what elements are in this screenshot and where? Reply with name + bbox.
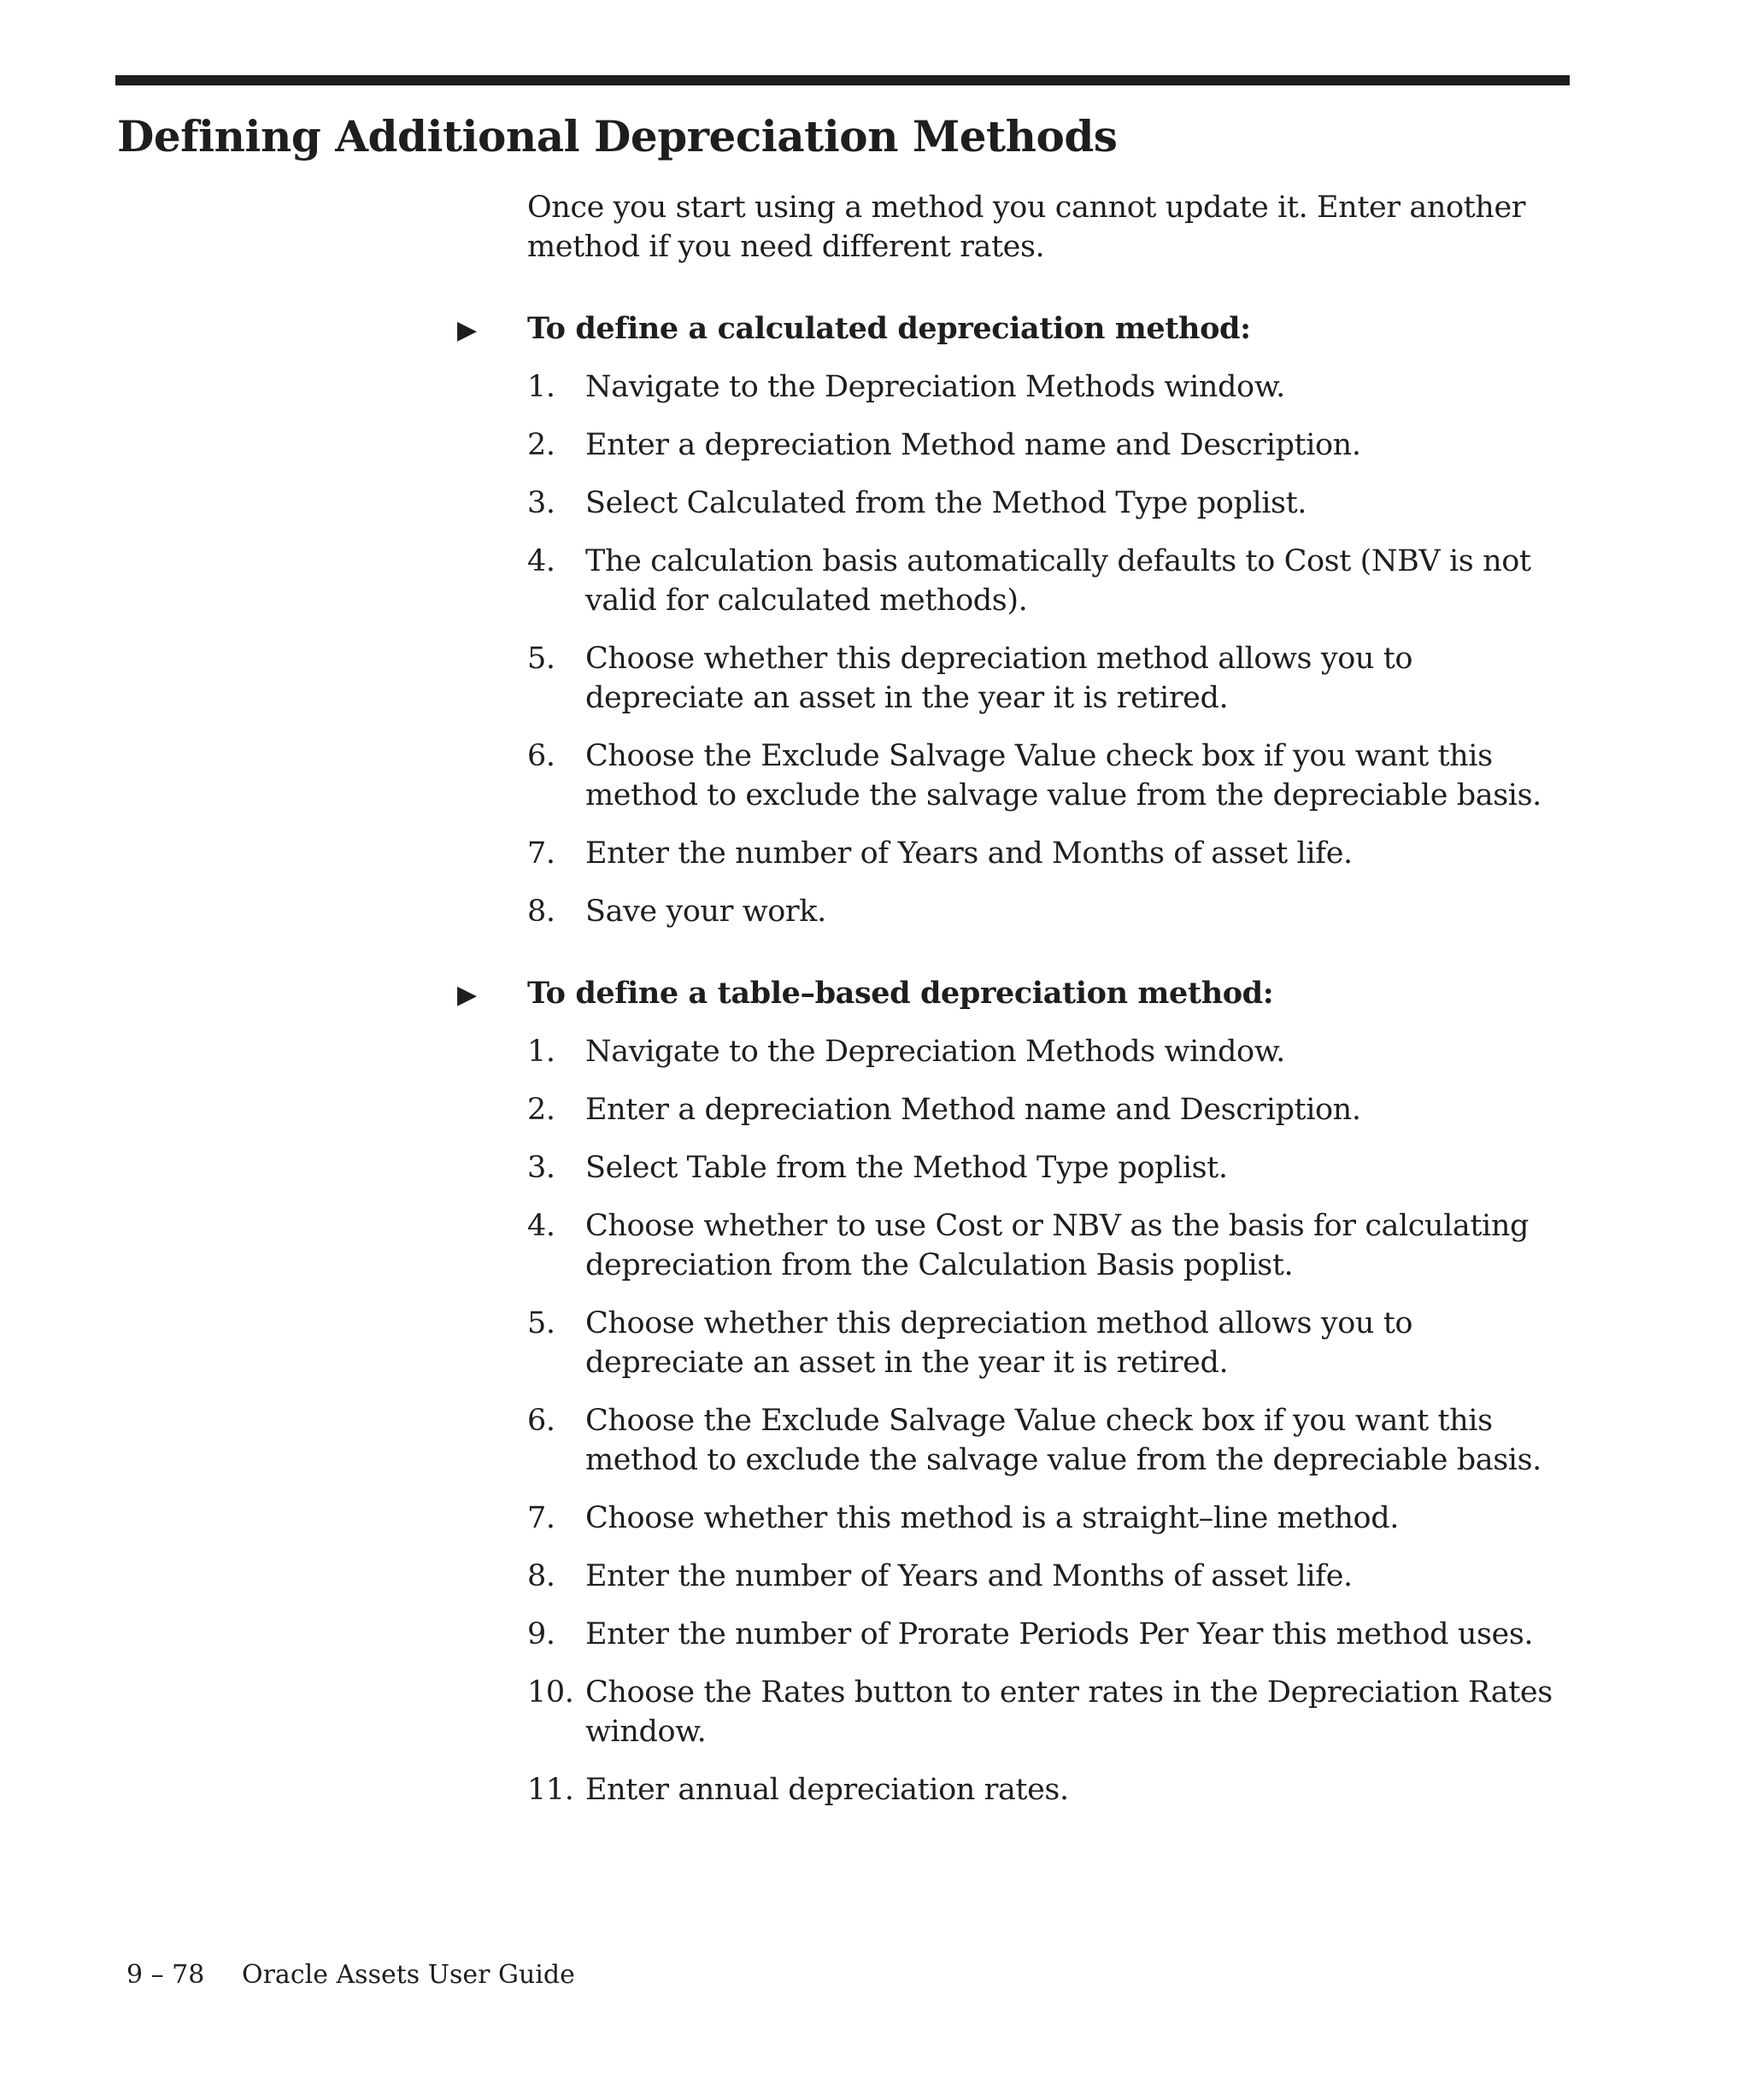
- page-footer: [126, 1958, 575, 1992]
- content: [457, 188, 1565, 1852]
- step-text: The calculation basis automatically defaults to Cost (NBV is not valid for calculated methods).: [585, 544, 1531, 618]
- step-text: Choose the Exclude Salvage Value check box if you want this method to exclude the salvage value from the depreciable basis.: [585, 739, 1542, 812]
- step-text: Choose whether to use Cost or NBV as the basis for calculating depreciation from the Calculation Basis poplist.: [585, 1209, 1530, 1282]
- step-text: Enter the number of Years and Months of asset life.: [585, 1559, 1353, 1593]
- step-item: [527, 736, 1565, 815]
- intro-paragraph: Once you start using a method you cannot update it. Enter another method if you need different rates.: [527, 191, 1526, 264]
- procedure-heading: [457, 974, 1565, 1013]
- step-text: Enter annual depreciation rates.: [585, 1773, 1069, 1807]
- step-text: Choose whether this depreciation method allows you to depreciate an asset in the year it is retired.: [585, 642, 1413, 715]
- step-text: Enter the number of Years and Months of asset life.: [585, 836, 1353, 871]
- step-number: 1.: [527, 370, 555, 404]
- step-item: [527, 892, 1565, 931]
- procedure-heading-text: To define a table–based depreciation method:: [527, 976, 1274, 1011]
- book-title: Oracle Assets User Guide: [242, 1960, 575, 1990]
- step-number: 5.: [527, 1306, 555, 1340]
- step-text: Select Calculated from the Method Type poplist.: [585, 486, 1307, 520]
- step-number: 2.: [527, 1093, 555, 1127]
- step-number: 1.: [527, 1035, 555, 1069]
- step-number: 6.: [527, 1404, 555, 1438]
- step-text: Enter a depreciation Method name and Description.: [585, 1093, 1361, 1127]
- step-number: 8.: [527, 895, 555, 929]
- procedure-heading: [457, 309, 1565, 349]
- step-number: 2.: [527, 428, 555, 462]
- step-text: Navigate to the Depreciation Methods window.: [585, 370, 1285, 404]
- procedure-heading-text: To define a calculated depreciation method:: [527, 311, 1251, 346]
- step-text: Choose whether this method is a straight–line method.: [585, 1501, 1399, 1535]
- step-number: 6.: [527, 739, 555, 773]
- step-item: [527, 484, 1565, 523]
- step-item: [527, 1148, 1565, 1188]
- page-title: Defining Additional Depreciation Methods: [117, 111, 1118, 161]
- steps-list: [527, 1032, 1565, 1810]
- step-item: [527, 425, 1565, 465]
- step-number: 7.: [527, 1501, 555, 1535]
- procedure-table-based: [457, 974, 1565, 1810]
- step-number: 3.: [527, 486, 555, 520]
- step-text: Choose the Rates button to enter rates in the Depreciation Rates window.: [585, 1675, 1553, 1749]
- step-number: 9.: [527, 1617, 555, 1651]
- step-text: Choose whether this depreciation method allows you to depreciate an asset in the year it is retired.: [585, 1306, 1413, 1380]
- step-number: 5.: [527, 642, 555, 676]
- step-item: [527, 1557, 1565, 1596]
- step-text: Enter the number of Prorate Periods Per Year this method uses.: [585, 1617, 1534, 1651]
- triangle-right-icon: ▶: [457, 980, 477, 1010]
- step-item: [527, 1401, 1565, 1480]
- step-item: [527, 1090, 1565, 1129]
- step-number: 11.: [527, 1773, 574, 1807]
- step-item: [527, 1499, 1565, 1538]
- step-number: 10.: [527, 1675, 574, 1710]
- page-number: 9 – 78: [126, 1960, 205, 1990]
- step-item: [527, 1615, 1565, 1654]
- steps-list: [527, 367, 1565, 931]
- step-number: 4.: [527, 544, 555, 578]
- step-text: Enter a depreciation Method name and Description.: [585, 428, 1361, 462]
- step-number: 4.: [527, 1209, 555, 1243]
- procedure-calculated: [457, 309, 1565, 931]
- step-number: 3.: [527, 1151, 555, 1185]
- step-item: [527, 1032, 1565, 1071]
- step-number: 7.: [527, 836, 555, 871]
- step-item: [527, 1206, 1565, 1285]
- step-text: Choose the Exclude Salvage Value check box if you want this method to exclude the salvage value from the depreciable basis.: [585, 1404, 1542, 1477]
- step-item: [527, 367, 1565, 407]
- step-item: [527, 834, 1565, 873]
- step-item: [527, 1673, 1565, 1751]
- step-text: Select Table from the Method Type poplist.: [585, 1151, 1228, 1185]
- step-item: [527, 1304, 1565, 1382]
- step-item: [527, 639, 1565, 718]
- step-item: [527, 542, 1565, 620]
- step-text: Navigate to the Depreciation Methods window.: [585, 1035, 1285, 1069]
- step-number: 8.: [527, 1559, 555, 1593]
- step-item: [527, 1770, 1565, 1810]
- triangle-right-icon: ▶: [457, 315, 477, 345]
- step-text: Save your work.: [585, 895, 826, 929]
- top-rule: [115, 75, 1570, 85]
